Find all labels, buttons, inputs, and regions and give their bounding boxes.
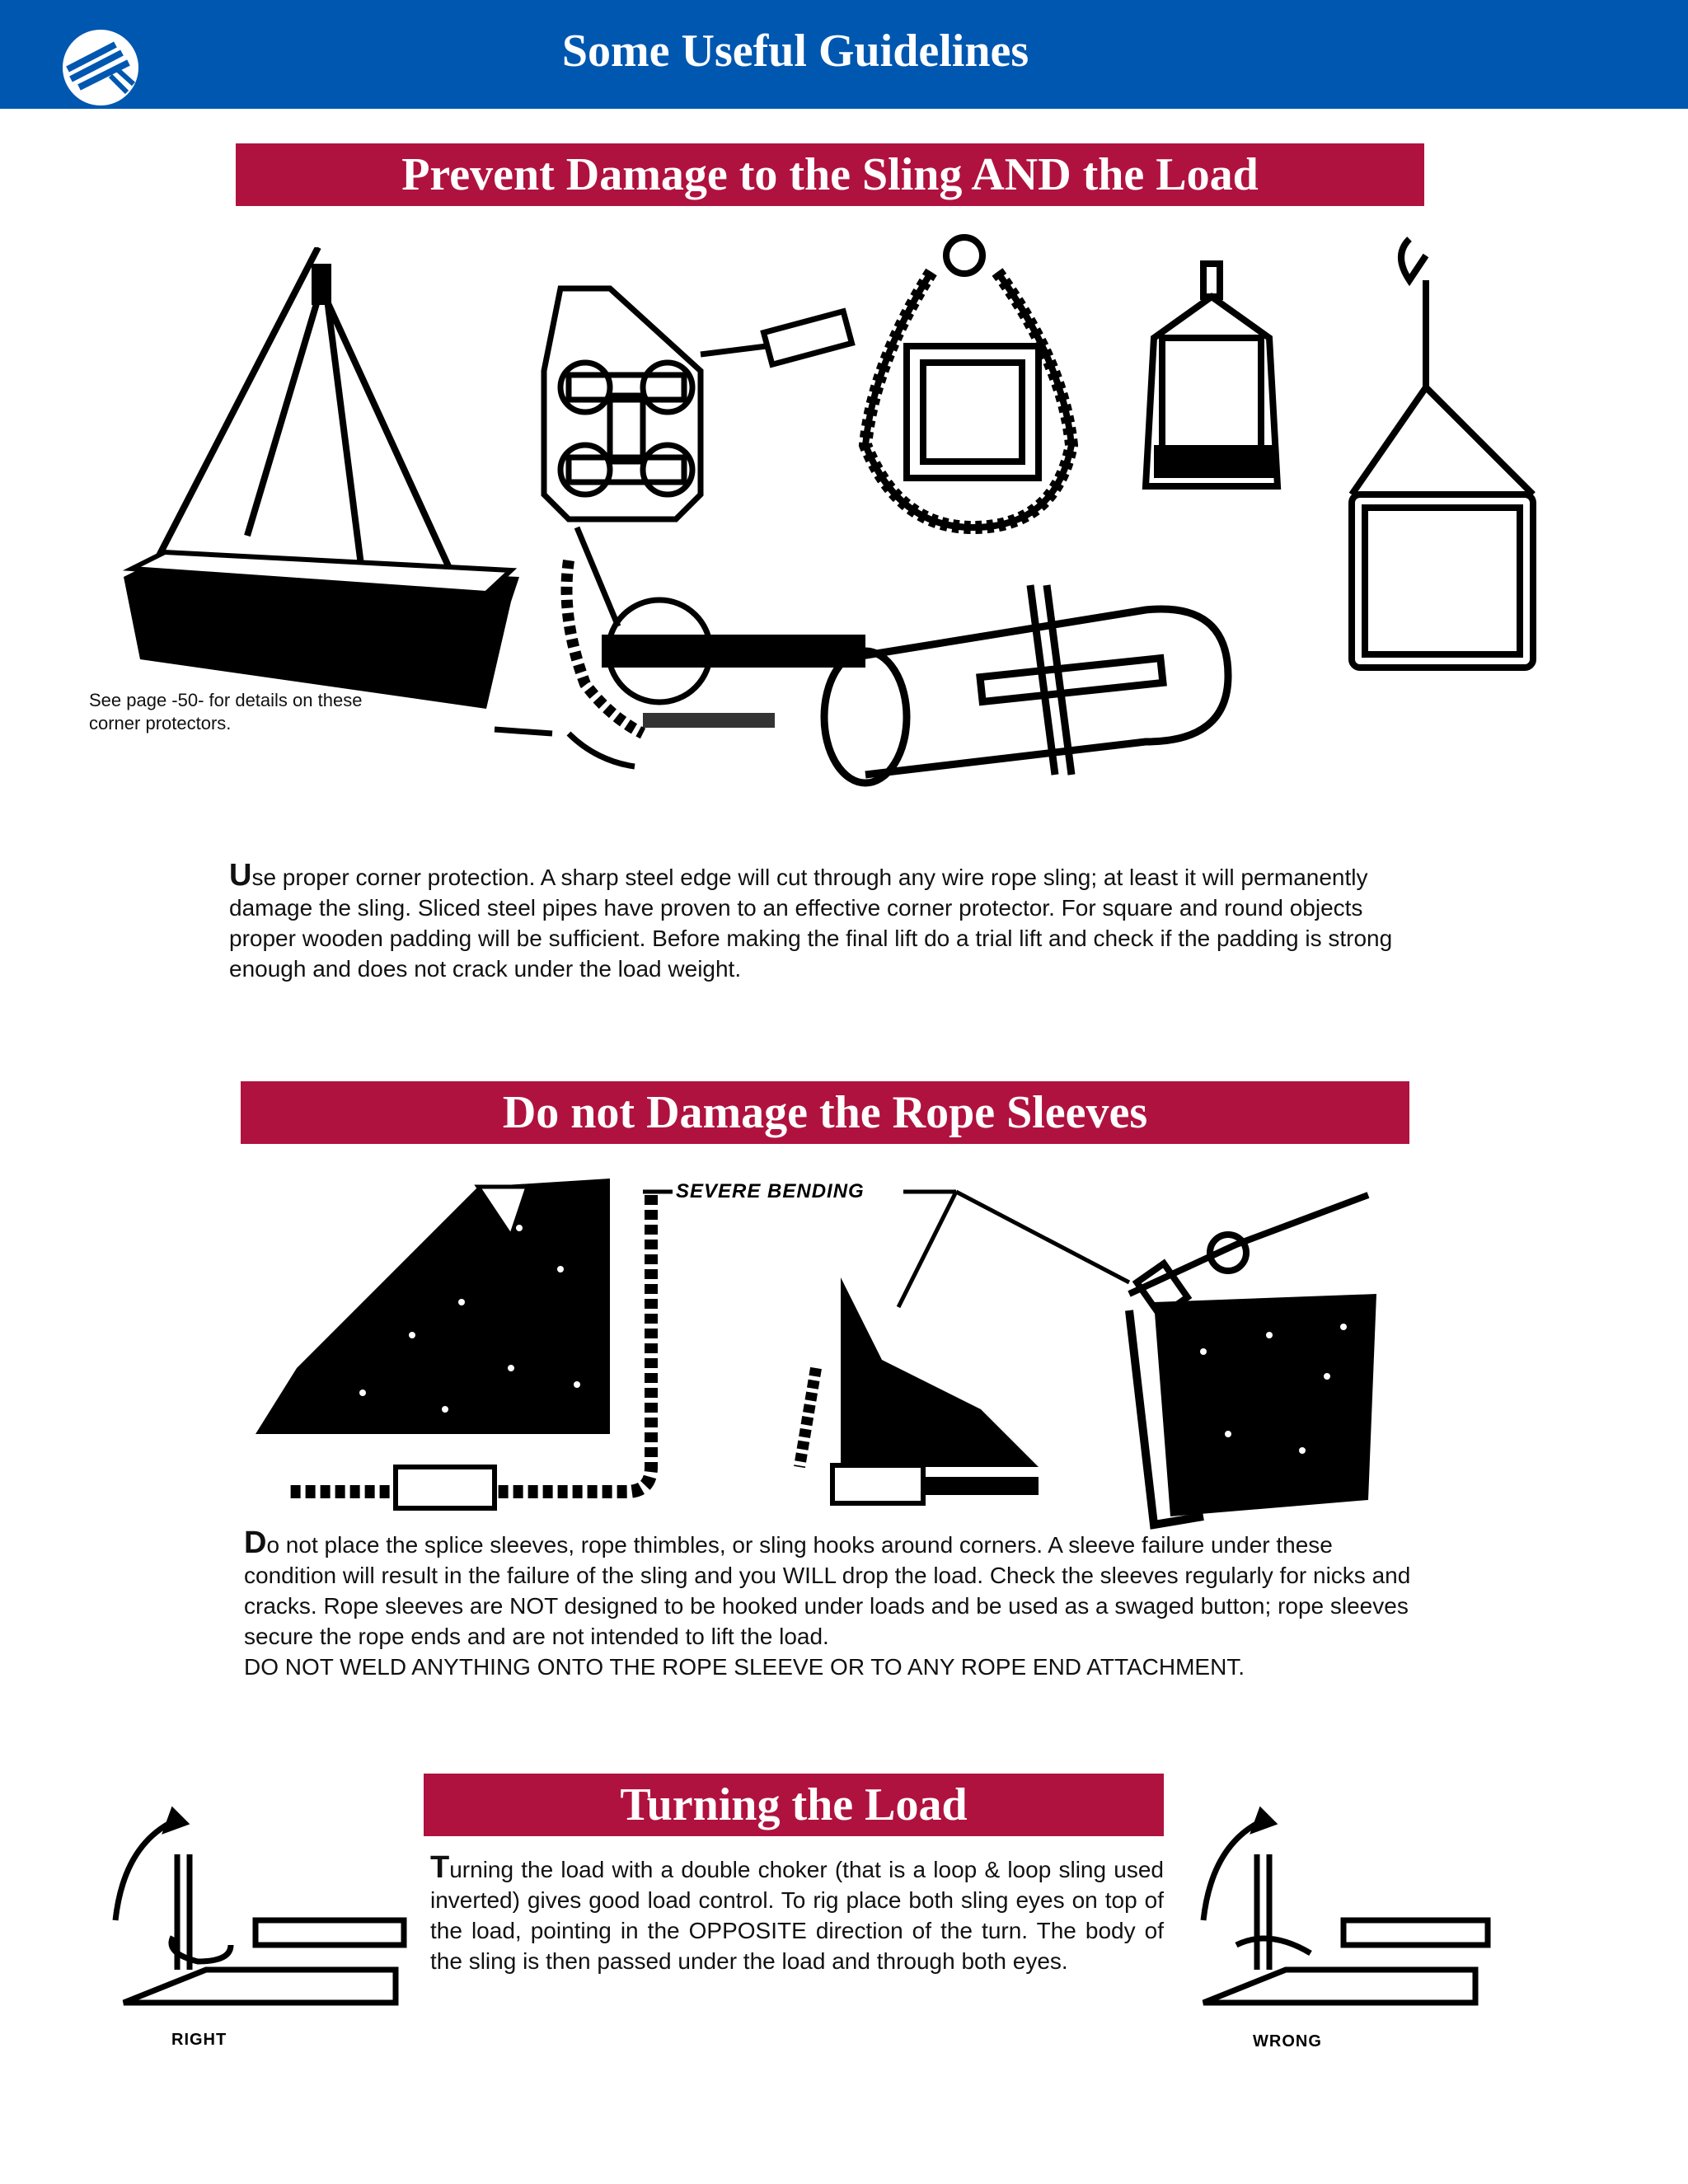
figure-pipe-sling bbox=[816, 577, 1245, 791]
figure-padded-box bbox=[1129, 255, 1294, 494]
figure-four-leg-sling bbox=[107, 247, 536, 709]
section-heading-rope-sleeves: Do not Damage the Rope Sleeves bbox=[241, 1081, 1409, 1144]
rope-sleeves-text: Do not place the splice sleeves, rope thimbles, or sling hooks around corners. A sleeve failure under these condition will result in the failure of the sling and you WILL drop the load. Check the sleeves regularly for nicks and cracks. Rope sleeves are NOT designed to be hooked under loads and be used as a swaged button; rope sleeves secure the rope ends and are not intended to lift the load. DO NOT WELD ANYTHING ONTO THE ROPE SLEEVE OR TO ANY ROPE END ATTACHMENT. bbox=[244, 1526, 1411, 1680]
figure-padded-square-load bbox=[849, 231, 1096, 544]
label-right: RIGHT bbox=[171, 2031, 227, 2049]
figure-turning-wrong bbox=[1187, 1805, 1500, 2027]
figure-corner-protector-detail bbox=[486, 272, 865, 783]
figure-hook-on-edge bbox=[1104, 1187, 1401, 1533]
figure-turning-right bbox=[99, 1805, 420, 2027]
severe-bending-label: SEVERE BENDING bbox=[676, 1180, 865, 1202]
corner-protection-text: Use proper corner protection. A sharp steel edge will cut through any wire rope sling; at least it will permanently damage the sling. Sliced steel pipes have proven to an effective corner protector. For square and round objects proper wooden padding will be sufficient. Before making the final lift do a trial lift and check if the padding is strong enough and does not crack under the load weight. bbox=[229, 858, 1393, 982]
figure-spreader-frame bbox=[1335, 223, 1550, 684]
section-heading-prevent-damage: Prevent Damage to the Sling AND the Load bbox=[236, 143, 1424, 206]
label-wrong: WRONG bbox=[1253, 2032, 1322, 2050]
figure-sleeve-hooked-under bbox=[791, 1269, 1071, 1508]
turning-load-text: Turning the load with a double choker (that is a loop & loop sling used inverted) gives good load control. To rig place both sling eyes on top of the load, pointing in the OPPOSITE direction of the turn. The body of the sling is then passed under the load and through both eyes. bbox=[430, 1850, 1164, 1974]
page-title: Some Useful Guidelines bbox=[561, 26, 1029, 77]
figure-sleeve-around-corner bbox=[247, 1170, 709, 1516]
section-heading-turning-load: Turning the Load bbox=[424, 1774, 1164, 1836]
corner-protector-note: See page -50- for details on these corner protectors. bbox=[89, 690, 363, 733]
